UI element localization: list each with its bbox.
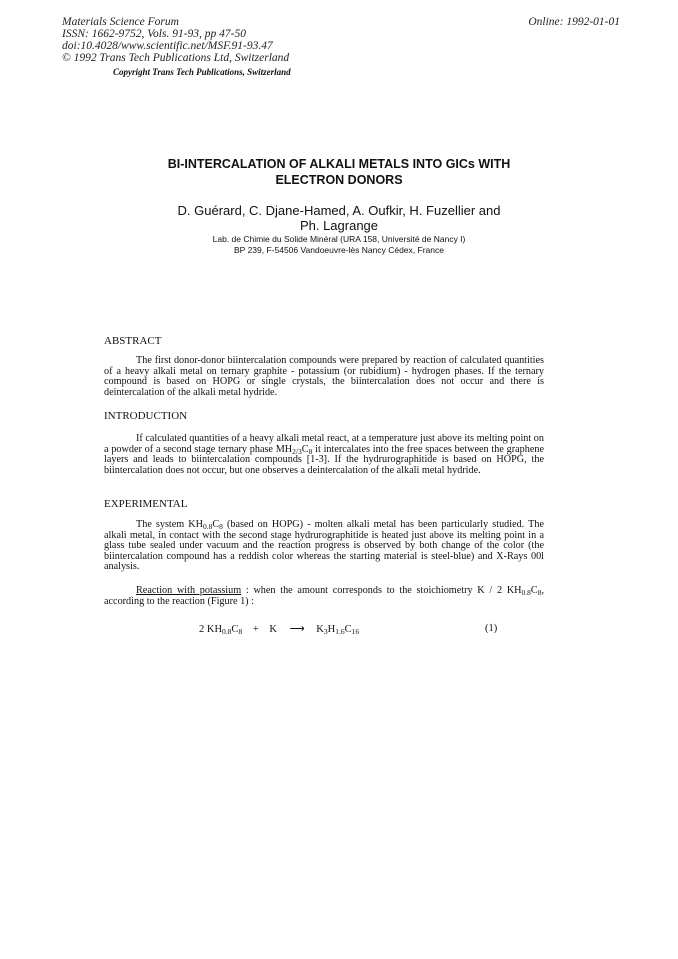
authors-line-2: Ph. Lagrange [299,218,379,233]
abstract-body [104,356,544,398]
experimental-text: The system $KH_{0.8}C_8$ (based on HOPG) - molten alkali metal has been particularly studied. The alkali metal, in contact with the second stage hydrurographitide is heated just above its melting point in a glass tube sealed under vacuum and the reaction progress is observed by both change of the color (the biintercalation compound has a reddish color whereas the starting material is steel-blue) and X-Rays 00l analysis. [104,519,544,573]
introduction-heading: INTRODUCTION [104,410,188,422]
affiliation-line-2: BP 239, F-54506 Vandoeuvre-lès Nancy Cédex, France [234,245,444,255]
doi-line: doi:10.4028/www.scientific.net/MSF.91-93.47 [62,40,273,52]
introduction-body [104,434,544,476]
paper-title [100,156,578,188]
equation-lhs: 2 $KH_{0.8}C_8$ [199,624,243,636]
copyright-notice: Copyright Trans Tech Publications, Switzerland [113,67,291,77]
potassium-reaction-body [104,586,544,607]
issn-line: ISSN: 1662-9752, Vols. 91-93, pp 47-50 [62,28,246,40]
online-date: Online: 1992-01-01 [528,16,620,28]
authors-line-1: D. Guérard, C. Djane-Hamed, A. Oufkir, H. Fuzellier and [177,203,501,218]
equation-1 [199,623,359,635]
equation-number: (1) [485,623,498,634]
equation-rhs: $K_3H_{1.6}C_{16}$ [316,624,360,636]
title-line-1: BI-INTERCALATION OF ALKALI METALS INTO GICs WITH [167,157,511,171]
authors [100,203,578,233]
affiliation-line-1: Lab. de Chimie du Solide Minéral (URA 158, Université de Nancy I) [212,234,466,244]
equation-plus: + [252,624,259,635]
potassium-reaction-text: Reaction with potassium : when the amount corresponds to the stoichiometry K / 2 $KH_{0.8}C_8$, according to the reaction (Figure 1) : [104,585,544,607]
experimental-body [104,520,544,573]
reaction-arrow: ⟶ [289,624,304,635]
potassium-subheading: Reaction with potassium [136,585,242,596]
journal-name: Materials Science Forum [62,16,179,28]
title-line-2: ELECTRON DONORS [275,173,403,187]
journal-header [62,16,382,64]
abstract-text: The first donor-donor biintercalation compounds were prepared by reaction of calculated quantities of a heavy alkali metal on ternary graphite - potassium (or rubidium) - hydrogen phases. If the ternary compound is based on HOPG or single crystals, the biintercalation does not occur and there is deintercalation of the alkali metal hydride. [104,355,544,398]
publisher-line: © 1992 Trans Tech Publications Ltd, Switzerland [62,52,290,64]
equation-k: K [269,624,277,635]
affiliation [100,234,578,256]
introduction-text: If calculated quantities of a heavy alkali metal react, at a temperature just above its melting point on a powder of a second stage ternary phase $MH_{2/3}C_8$ it intercalates into the free spaces between the graphene layers and leads to biintercalation compounds [1-3]. If the hydrurographitide is based on HOPG, the biintercalation does not occur, but one observes a deintercalation of the alkali metal hydride. [104,433,544,476]
experimental-heading: EXPERIMENTAL [104,498,188,510]
abstract-heading: ABSTRACT [104,335,162,347]
